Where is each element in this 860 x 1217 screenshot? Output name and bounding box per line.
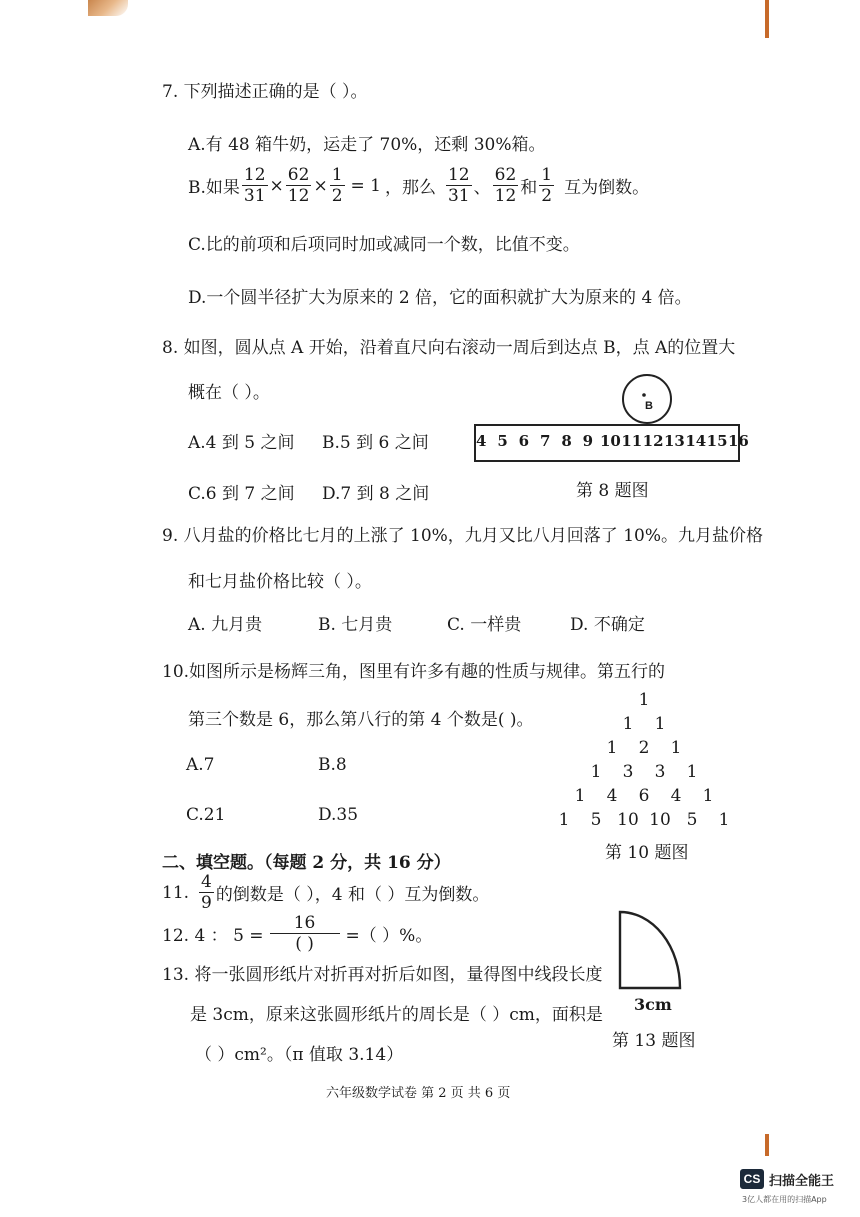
q11-text: 的倒数是（ ），4 和（ ）互为倒数。 (215, 885, 490, 905)
q10-option-d: D.35 (318, 805, 359, 825)
triangle-number: 1 (622, 714, 634, 734)
separator: 、 (473, 178, 491, 198)
ruler-tick-label: 6 (518, 432, 530, 450)
ruler-tick-label: 4 (476, 432, 487, 450)
q11-number: 11. (162, 882, 190, 903)
rolling-circle (620, 372, 674, 426)
q13-figure-label: 3cm (634, 995, 672, 1014)
q12-lead: 12. 4 ： 5 = (162, 926, 264, 946)
ruler-tick-label: 13 (664, 432, 685, 450)
triangle-number: 1 (702, 786, 714, 806)
q13-stem-line3: （ ）cm²。（π 值取 3.14） (195, 1045, 404, 1065)
q9-stem-line2: 和七月盐价格比较（ ）。 (188, 572, 372, 592)
q8-option-b: B.5 到 6 之间 (322, 433, 429, 453)
ruler-tick-label: 7 (540, 432, 551, 450)
q13-figure-caption: 第 13 题图 (612, 1031, 696, 1051)
triangle-number: 10 (649, 810, 671, 830)
point-b-dot (642, 393, 646, 397)
q9-option-c: C. 一样贵 (447, 615, 522, 635)
point-b-label: B (645, 400, 653, 412)
q10-stem-line1: 10.如图所示是杨辉三角，图里有许多有趣的性质与规律。第五行的 (162, 662, 666, 682)
triangle-number: 1 (590, 762, 602, 782)
q9-stem-line1: 9. 八月盐的价格比七月的上涨了 10%，九月又比八月回落了 10%。九月盐价格 (162, 526, 764, 546)
triangle-number: 1 (670, 738, 682, 758)
q10-figure-caption: 第 10 题图 (605, 843, 689, 863)
fraction: $\frac{16}{( )}$ (270, 913, 340, 954)
ruler-tick-label: 16 (728, 432, 749, 450)
q8-option-c: C.6 到 7 之间 (188, 484, 295, 504)
q7-option-b (188, 165, 649, 206)
triangle-number: 5 (686, 810, 698, 830)
times-sign: × (269, 175, 284, 196)
triangle-number: 1 (686, 762, 698, 782)
q12-tail: =（ ）%。 (345, 926, 433, 946)
q7-b-suffix: 互为倒数。 (564, 178, 650, 198)
and-word: 和 (520, 178, 538, 198)
q7-b-mid: ，那么 (384, 178, 436, 198)
fraction: $\frac{4}{9}$ (201, 872, 212, 913)
q10-option-b: B.8 (318, 755, 347, 775)
ruler-tick-label: 14 (685, 432, 707, 450)
triangle-number: 1 (606, 738, 618, 758)
q8-stem-line2: 概在（ ）。 (188, 383, 270, 403)
q10-option-c: C.21 (186, 805, 226, 825)
ruler-tick-label: 11 (621, 432, 643, 450)
triangle-number: 6 (638, 786, 650, 806)
triangle-number: 3 (654, 762, 666, 782)
ruler-tick-label: 10 (600, 432, 621, 450)
q13-stem-line2: 是 3cm，原来这张圆形纸片的周长是（ ）cm，面积是 (190, 1005, 603, 1025)
scan-edge-mark (765, 0, 769, 38)
scan-edge-mark (765, 1134, 769, 1156)
q8-figure-caption: 第 8 题图 (576, 481, 649, 501)
q7-option-a: A.有 48 箱牛奶，运走了 70%，还剩 30%箱。 (188, 135, 546, 155)
ruler-tick-label: 15 (706, 432, 728, 450)
fraction: $\frac{1}{2}$ (541, 165, 553, 206)
q7-option-c: C.比的前项和后项同时加或减同一个数，比值不变。 (188, 235, 580, 255)
equals: = 1 (350, 175, 381, 196)
triangle-number: 3 (622, 762, 634, 782)
q11 (162, 872, 489, 913)
triangle-number: 2 (638, 738, 650, 758)
q7-b-prefix: B.如果 (188, 178, 240, 198)
fraction: $\frac{62}{12}$ (287, 165, 310, 206)
page-footer: 六年级数学试卷 第 2 页 共 6 页 (326, 1086, 511, 1101)
q7-stem: 7. 下列描述正确的是（ ）。 (162, 82, 368, 102)
fraction: $\frac{12}{31}$ (447, 165, 470, 206)
q9-option-a: A. 九月贵 (188, 615, 263, 635)
triangle-number: 10 (617, 810, 639, 830)
q8-stem-line1: 8. 如图，圆从点 A 开始，沿着直尺向右滚动一周后到达点 B，点 A的位置大 (162, 338, 736, 358)
watermark-tagline: 3亿人都在用的扫描App (742, 1195, 827, 1204)
triangle-number: 4 (606, 786, 618, 806)
q10-stem-line2: 第三个数是 6，那么第八行的第 4 个数是( )。 (188, 710, 534, 730)
quarter-circle-figure (614, 908, 686, 994)
ruler-tick-label: 8 (561, 432, 572, 450)
triangle-number: 5 (590, 810, 602, 830)
q9-option-d: D. 不确定 (570, 615, 645, 635)
ruler-tick-label: 5 (497, 432, 508, 450)
fraction: $\frac{1}{2}$ (331, 165, 343, 206)
ruler-tick-label: 12 (642, 432, 664, 450)
q9-option-b: B. 七月贵 (318, 615, 393, 635)
q8-option-a: A.4 到 5 之间 (188, 433, 295, 453)
ruler-tick-label: 9 (582, 432, 594, 450)
q12 (162, 913, 432, 954)
triangle-number: 1 (654, 714, 666, 734)
triangle-number: 1 (638, 690, 650, 710)
triangle-number: 1 (574, 786, 586, 806)
q10-option-a: A.7 (186, 755, 215, 775)
triangle-number: 4 (670, 786, 682, 806)
section-heading: 二、填空题。（每题 2 分，共 16 分） (162, 853, 451, 873)
triangle-number: 1 (718, 810, 730, 830)
fraction: $\frac{12}{31}$ (243, 165, 266, 206)
q7-option-d: D.一个圆半径扩大为原来的 2 倍，它的面积就扩大为原来的 4 倍。 (188, 288, 692, 308)
triangle-number: 1 (558, 810, 570, 830)
watermark-brand: 扫描全能王 (769, 1174, 835, 1189)
q13-stem-line1: 13. 将一张圆形纸片对折再对折后如图，量得图中线段长度 (162, 965, 603, 985)
times-sign: × (313, 175, 328, 196)
scan-corner-mark (88, 0, 128, 16)
camscanner-logo: CS (740, 1169, 764, 1189)
q8-option-d: D.7 到 8 之间 (322, 484, 430, 504)
fraction: $\frac{62}{12}$ (494, 165, 517, 206)
